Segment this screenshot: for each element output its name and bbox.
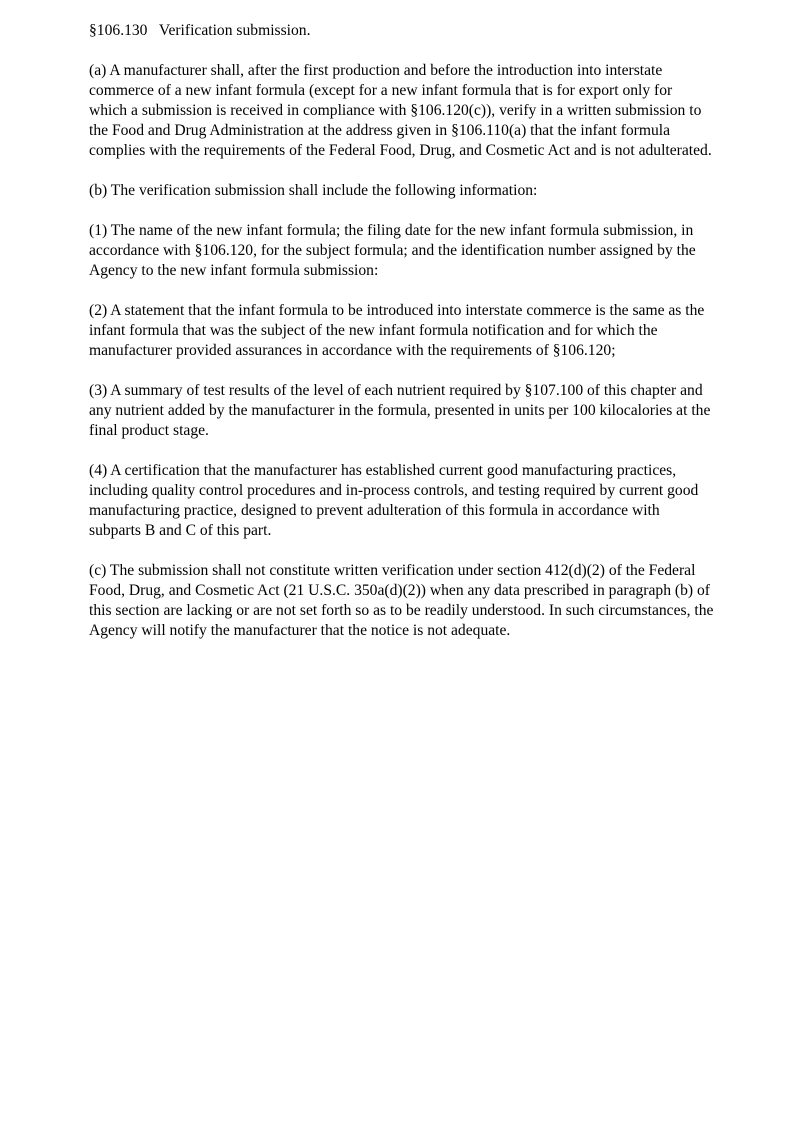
paragraph-b: (b) The verification submission shall include the following information: xyxy=(89,182,538,199)
paragraph-b-4: (4) A certification that the manufacturer has established current good manufacturing practices, including quality control procedures and in-process controls, and testing required by current good manufacturing practice, designed to prevent adulteration of this formula in accordance with subparts B and C of this part. xyxy=(89,462,699,539)
paragraph-a: (a) A manufacturer shall, after the first production and before the introduction into interstate commerce of a new infant formula (except for a new infant formula that is for export only for which a submission is received in compliance with §106.120(c)), verify in a written submission to the Food and Drug Administration at the address given in §106.110(a) that the infant formula complies with the requirements of the Federal Food, Drug, and Cosmetic Act and is not adulterated. xyxy=(89,62,712,159)
paragraph-c: (c) The submission shall not constitute written verification under section 412(d)(2) of the Federal Food, Drug, and Cosmetic Act (21 U.S.C. 350a(d)(2)) when any data prescribed in paragraph (b) of this section are lacking or are not set forth so as to be readily understood. In such circumstances, the Agency will notify the manufacturer that the notice is not adequate. xyxy=(89,562,714,639)
paragraph-b-2: (2) A statement that the infant formula to be introduced into interstate commerce is the same as the infant formula that was the subject of the new infant formula notification and for which the manufacturer provided assurances in accordance with the requirements of §106.120; xyxy=(89,302,705,359)
section-title: Verification submission. xyxy=(158,22,311,39)
paragraph-b-1: (1) The name of the new infant formula; the filing date for the new infant formula submission, in accordance with §106.120, for the subject formula; and the identification number assigned by the Agency to the new infant formula submission: xyxy=(89,222,696,279)
section-number: §106.130 xyxy=(89,22,148,39)
document-page xyxy=(89,21,714,641)
paragraph-b-3: (3) A summary of test results of the level of each nutrient required by §107.100 of this chapter and any nutrient added by the manufacturer in the formula, presented in units per 100 kilocalories at the final product stage. xyxy=(89,382,711,439)
section-heading xyxy=(89,21,714,41)
